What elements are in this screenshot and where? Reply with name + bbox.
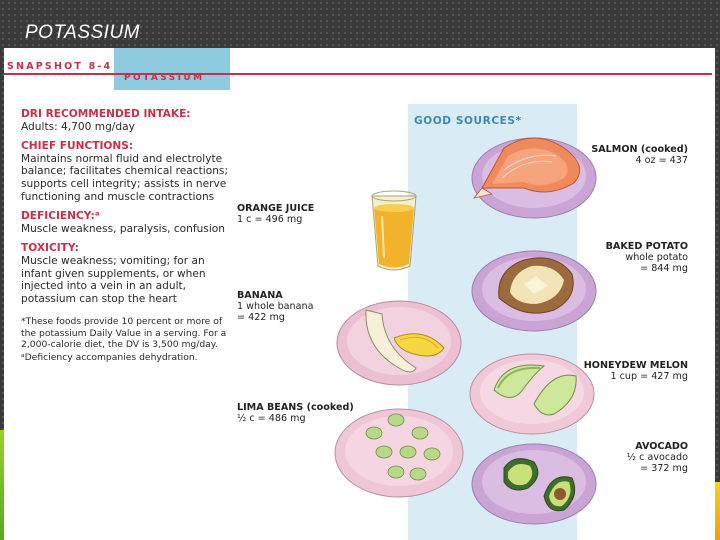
- food-amount-value: = 372 mg: [640, 463, 688, 475]
- food-name: SALMON (cooked): [591, 144, 688, 155]
- food-name: BANANA: [237, 290, 283, 301]
- snapshot-label: SNAPSHOT 8-4: [7, 61, 113, 72]
- food-amount: ½ c avocado: [626, 452, 688, 464]
- deficiency-heading: DEFICIENCY:ᵃ: [21, 210, 100, 223]
- dri-text: Adults: 4,700 mg/day: [21, 120, 135, 133]
- deficiency-text: Muscle weakness, paralysis, confusion: [21, 222, 225, 235]
- food-name: ORANGE JUICE: [237, 203, 315, 214]
- dri-heading: DRI RECOMMENDED INTAKE:: [21, 108, 191, 120]
- food-amount: 1 whole banana: [237, 301, 314, 313]
- food-amount: 1 c = 496 mg: [237, 214, 303, 226]
- food-amount-value: = 844 mg: [640, 263, 688, 275]
- food-name: AVOCADO: [635, 441, 688, 452]
- food-amount: ½ c = 486 mg: [237, 413, 306, 425]
- footnote-daily-value: *These foods provide 10 percent or more of the potassium Daily Value in a serving. For a 2,000-calorie diet, the DV is 3,500 mg/day.: [21, 316, 227, 350]
- toxicity-heading: TOXICITY:: [21, 242, 79, 255]
- food-amount-value: = 422 mg: [237, 312, 285, 324]
- footnote-deficiency: ᵃDeficiency accompanies dehydration.: [21, 351, 198, 363]
- food-amount: 1 cup = 427 mg: [610, 371, 688, 383]
- slide-title: POTASSIUM: [25, 22, 140, 43]
- honeydew-illustration: [470, 354, 594, 434]
- food-name: HONEYDEW MELON: [583, 360, 688, 371]
- food-amount: whole potato: [625, 252, 688, 264]
- textbook-page: [4, 48, 715, 540]
- functions-text: Maintains normal fluid and electrolyte balance; facilitates chemical reactions; supports cell integrity; assists in nerve functioning and muscle contractions: [21, 152, 229, 203]
- food-illustrations: [4, 48, 715, 540]
- salmon-illustration: [472, 138, 596, 218]
- orange-juice-illustration: [372, 191, 416, 270]
- functions-heading: CHIEF FUNCTIONS:: [21, 140, 134, 153]
- good-sources-title: GOOD SOURCES*: [414, 115, 522, 127]
- food-name: LIMA BEANS (cooked): [237, 402, 354, 413]
- food-amount: 4 oz = 437: [635, 155, 688, 167]
- baked-potato-illustration: [472, 251, 596, 331]
- avocado-illustration: [472, 444, 596, 524]
- toxicity-text: Muscle weakness; vomiting; for an infant given supplements, or when injected into a vein in an adult, potassium can stop the heart: [21, 254, 206, 305]
- lima-beans-illustration: [335, 409, 463, 497]
- snapshot-topic: POTASSIUM: [124, 73, 205, 83]
- food-name: BAKED POTATO: [605, 241, 688, 252]
- banana-illustration: [337, 301, 461, 385]
